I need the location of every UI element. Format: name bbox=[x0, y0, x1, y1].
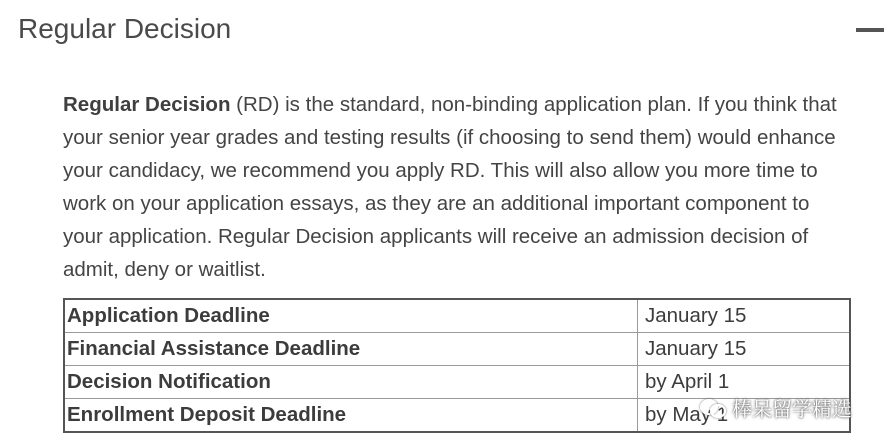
watermark-text: 棒呆留学精选 bbox=[732, 398, 852, 421]
table-row bbox=[64, 299, 850, 333]
deadline-value: by May 1 bbox=[638, 399, 851, 433]
intro-paragraph bbox=[63, 88, 853, 286]
section-title: Regular Decision bbox=[18, 13, 232, 44]
table-row bbox=[64, 399, 850, 433]
intro-lead: Regular Decision bbox=[63, 93, 231, 116]
intro-body: (RD) is the standard, non-binding application plan. If you think that your senior year grades and testing results (if choosing to send them) would enhance your candidacy, we recommend you apply RD. This will also allow you more time to work on your application essays, as they are an additional important component to your application. Regular Decision applicants will receive an admission decision of admit, deny or waitlist. bbox=[63, 93, 837, 281]
table-row bbox=[64, 366, 850, 399]
deadline-label: Financial Assistance Deadline bbox=[64, 333, 638, 366]
deadline-label: Application Deadline bbox=[64, 299, 638, 333]
deadlines-table bbox=[63, 298, 851, 433]
table-row bbox=[64, 333, 850, 366]
deadline-label: Decision Notification bbox=[64, 366, 638, 399]
accordion-header-regular-decision[interactable] bbox=[0, 0, 895, 58]
minus-icon[interactable] bbox=[856, 28, 884, 32]
deadline-value: January 15 bbox=[638, 333, 851, 366]
deadline-value: January 15 bbox=[638, 299, 851, 333]
deadline-label: Enrollment Deposit Deadline bbox=[64, 399, 638, 433]
accordion-panel bbox=[63, 88, 853, 286]
deadline-value: by April 1 bbox=[638, 366, 851, 399]
